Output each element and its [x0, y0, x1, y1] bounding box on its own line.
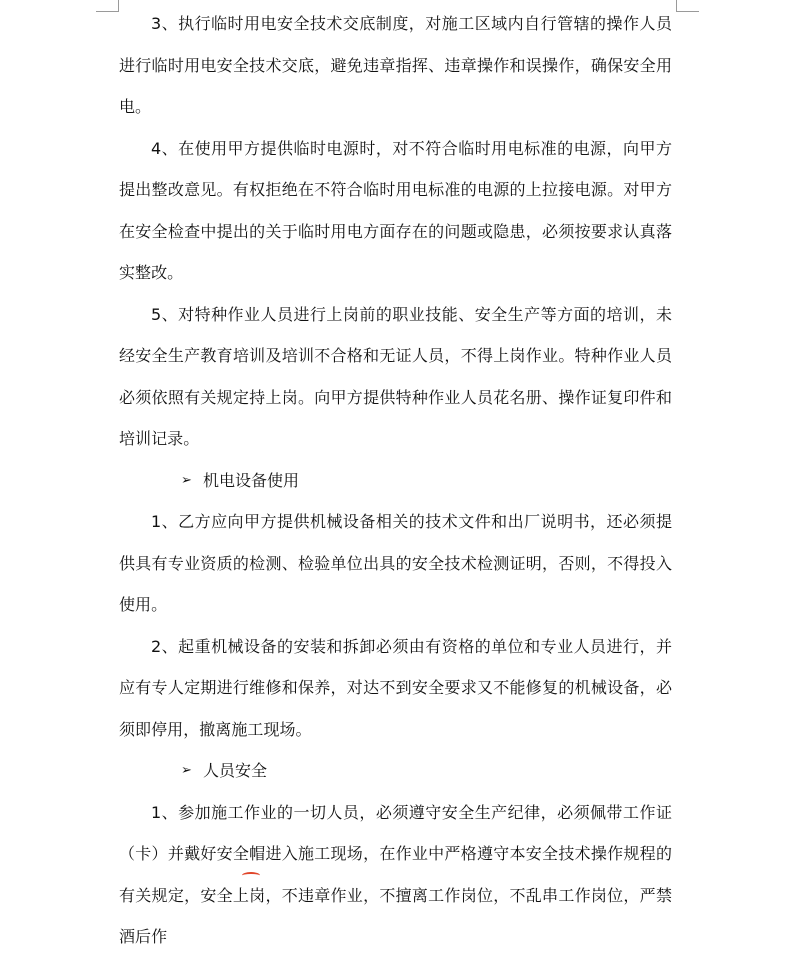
document-body: [119, 3, 672, 958]
paragraph-machinery-1: 1、乙方应向甲方提供机械设备相关的技术文件和出厂说明书，还必须提供具有专业资质的检测、检验单位出具的安全技术检测证明，否则，不得投入使用。: [119, 512, 672, 614]
section-heading-personnel: [119, 750, 672, 792]
paragraph-item-3: 3、执行临时用电安全技术交底制度，对施工区域内自行管辖的操作人员进行临时用电安全技术交底，避免违章指挥、违章操作和误操作，确保安全用电。: [119, 14, 672, 116]
page-corner-mark-right: [676, 0, 699, 12]
section-heading-text: 人员安全: [203, 761, 268, 780]
paragraph-item-5: 5、对特种作业人员进行上岗前的职业技能、安全生产等方面的培训，未经安全生产教育培训及培训不合格和无证人员，不得上岗作业。特种作业人员必须依照有关规定持上岗。向甲方提供特种作业人员花名册、操作证复印件和培训记录。: [119, 304, 672, 448]
page-corner-mark-left: [96, 0, 119, 12]
section-heading-machinery: [119, 460, 672, 502]
paragraph-machinery-2: 2、起重机械设备的安装和拆卸必须由有资格的单位和专业人员进行，并应有专人定期进行维修和保养，对达不到安全要求又不能修复的机械设备，必须即停用，撤离施工现场。: [119, 636, 672, 739]
red-annotation-mark: [242, 872, 260, 879]
paragraph-personnel-1: 1、参加施工作业的一切人员，必须遵守安全生产纪律，必须佩带工作证（卡）并戴好安全帽进入施工现场，在作业中严格遵守本安全技术操作规程的有关规定，安全上岗，不违章作业，不擅离工作岗位，不乱串工作岗位，严禁酒后作: [119, 802, 672, 946]
section-heading-text: 机电设备使用: [203, 470, 300, 490]
arrow-bullet-icon: ➢: [181, 763, 192, 778]
arrow-bullet-icon: ➢: [181, 472, 192, 488]
paragraph-item-4: 4、在使用甲方提供临时电源时，对不符合临时用电标准的电源，向甲方提出整改意见。有权拒绝在不符合临时用电标准的电源的上拉接电源。对甲方在安全检查中提出的关于临时用电方面存在的问题或隐患，必须按要求认真落实整改。: [119, 138, 672, 282]
